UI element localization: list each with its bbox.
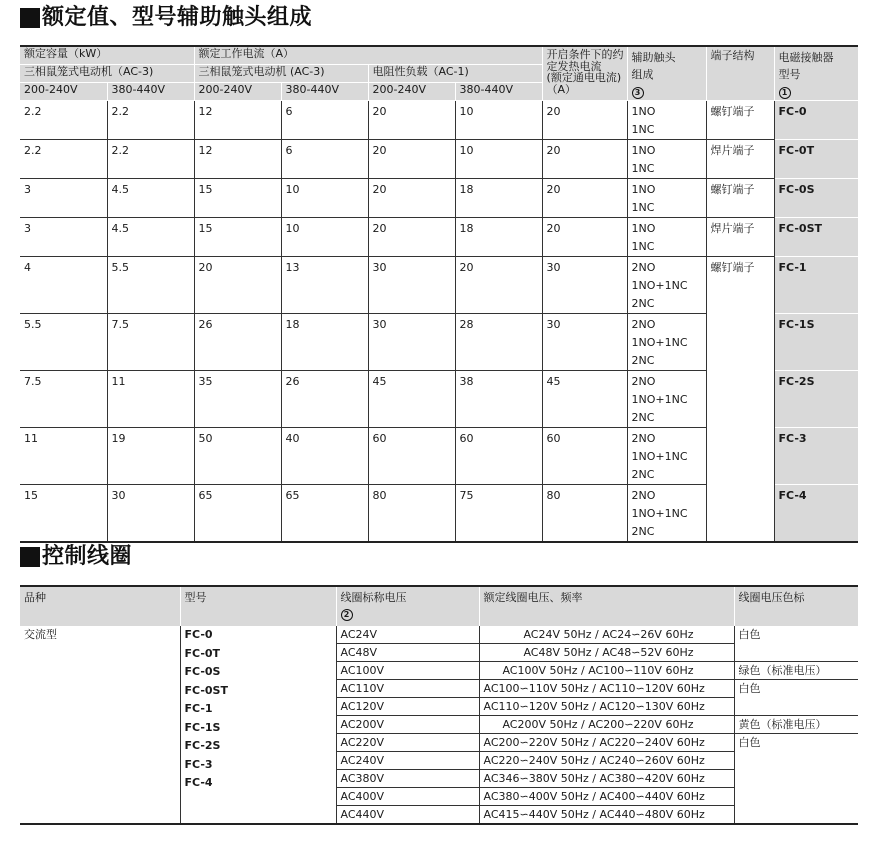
cell-thermal: 60 [542, 428, 627, 485]
model-item: FC-2S [184, 739, 221, 752]
cell-thermal: 20 [542, 179, 627, 218]
cell-a3-380: 13 [281, 257, 368, 314]
cell-terminal: 焊片端子 [706, 218, 774, 257]
aux-line: 2NC [631, 297, 655, 310]
cell-kw200: 2.2 [20, 101, 107, 140]
cell-a1-380: 60 [455, 428, 542, 485]
header-v380: 380-440V [455, 83, 542, 101]
header-v200: 200-240V [20, 83, 107, 101]
cell-a1-200: 20 [368, 140, 455, 179]
table-row [20, 179, 858, 218]
cell-thermal: 30 [542, 314, 627, 371]
cell-a3-200: 15 [194, 179, 281, 218]
cell-a3-200: 65 [194, 485, 281, 543]
cell-color-code: 黄色（标准电压） [734, 716, 858, 734]
cell-color-code: 白色 [734, 680, 858, 716]
aux-line: 2NC [631, 354, 655, 367]
header-aux-contact [627, 46, 706, 101]
header-resistive: 电阻性负载（AC-1) [368, 65, 542, 83]
table-row [20, 626, 858, 644]
cell-a1-380: 18 [455, 218, 542, 257]
model-item: FC-0ST [184, 683, 228, 697]
cell-kw200: 11 [20, 428, 107, 485]
cell-rated-voltage: AC200∽220V 50Hz / AC220∽240V 60Hz [479, 734, 734, 752]
cell-a1-380: 10 [455, 101, 542, 140]
cell-a3-200: 50 [194, 428, 281, 485]
note-3-icon: 3 [632, 87, 644, 99]
aux-line: 1NO+1NC [631, 279, 688, 292]
cell-thermal: 80 [542, 485, 627, 543]
header-model-label: 型号 [778, 68, 801, 81]
cell-kw380: 2.2 [107, 140, 194, 179]
cell-terminal: 螺钉端子 [706, 179, 774, 218]
header-color-code: 线圈电压色标 [734, 586, 858, 626]
aux-line: 2NO [631, 432, 656, 445]
aux-line: 1NC [631, 123, 655, 136]
note-1-icon: 1 [779, 87, 791, 99]
header-thermal-current [542, 46, 627, 101]
aux-line: 2NC [631, 468, 655, 481]
header-v380: 380-440V [107, 83, 194, 101]
header-aux-line: 组成 [631, 68, 654, 81]
cell-model: FC-3 [774, 428, 858, 485]
aux-line: 1NO+1NC [631, 507, 688, 520]
cell-color-code: 绿色（标准电压） [734, 662, 858, 680]
cell-category: 交流型 [20, 626, 180, 824]
header-thermal-line: 定发热电流 [546, 59, 602, 73]
section-title-coil [20, 543, 132, 571]
cell-models [180, 626, 336, 824]
header-v380: 380-440V [281, 83, 368, 101]
cell-terminal: 螺钉端子 [706, 101, 774, 140]
cell-nominal-voltage: AC380V [336, 770, 479, 788]
cell-nominal-voltage: AC200V [336, 716, 479, 734]
aux-line: 1NO+1NC [631, 450, 688, 463]
header-motor-ac3: 三相鼠笼式电动机（AC-3) [20, 65, 194, 83]
model-item: FC-1 [184, 702, 213, 715]
cell-kw200: 7.5 [20, 371, 107, 428]
cell-kw380: 7.5 [107, 314, 194, 371]
model-item: FC-0S [184, 665, 221, 678]
cell-nominal-voltage: AC220V [336, 734, 479, 752]
model-item: FC-4 [184, 776, 213, 789]
cell-a3-200: 15 [194, 218, 281, 257]
cell-a3-380: 40 [281, 428, 368, 485]
cell-a1-380: 38 [455, 371, 542, 428]
cell-rated-voltage: AC200V 50Hz / AC200∽220V 60Hz [479, 716, 734, 734]
cell-a1-200: 20 [368, 101, 455, 140]
cell-nominal-voltage: AC100V [336, 662, 479, 680]
cell-thermal: 20 [542, 101, 627, 140]
cell-a3-200: 35 [194, 371, 281, 428]
header-rated-current: 额定工作电流（A） [194, 46, 542, 65]
model-item: FC-0 [184, 628, 213, 641]
cell-terminal: 螺钉端子 [706, 257, 774, 543]
header-aux-line: 辅助触头 [631, 51, 676, 64]
cell-a3-200: 12 [194, 101, 281, 140]
cell-aux [627, 428, 706, 485]
cell-a3-380: 6 [281, 140, 368, 179]
aux-line: 2NO [631, 318, 656, 331]
aux-line: 2NO [631, 375, 656, 388]
cell-aux [627, 101, 706, 140]
cell-aux [627, 485, 706, 543]
cell-a1-200: 80 [368, 485, 455, 543]
cell-rated-voltage: AC380∽400V 50Hz / AC400∽440V 60Hz [479, 788, 734, 806]
cell-kw200: 3 [20, 179, 107, 218]
cell-rated-voltage: AC415∽440V 50Hz / AC440∽480V 60Hz [479, 806, 734, 825]
cell-kw200: 3 [20, 218, 107, 257]
cell-rated-voltage: AC110∽120V 50Hz / AC120∽130V 60Hz [479, 698, 734, 716]
cell-a1-380: 18 [455, 179, 542, 218]
table-row [20, 257, 858, 314]
model-item: FC-1S [184, 720, 221, 734]
cell-nominal-voltage: AC240V [336, 752, 479, 770]
cell-aux [627, 314, 706, 371]
title-square-icon [20, 547, 40, 567]
cell-model: FC-4 [774, 485, 858, 543]
cell-terminal: 焊片端子 [706, 140, 774, 179]
aux-line: 1NO [631, 183, 656, 196]
cell-kw200: 5.5 [20, 314, 107, 371]
cell-a1-200: 45 [368, 371, 455, 428]
cell-a3-380: 26 [281, 371, 368, 428]
aux-line: 2NC [631, 525, 655, 538]
cell-nominal-voltage: AC48V [336, 644, 479, 662]
aux-line: 1NO+1NC [631, 393, 688, 406]
aux-line: 1NC [631, 240, 655, 253]
cell-a3-200: 26 [194, 314, 281, 371]
cell-a1-380: 28 [455, 314, 542, 371]
cell-kw380: 30 [107, 485, 194, 543]
cell-a3-200: 12 [194, 140, 281, 179]
cell-kw200: 15 [20, 485, 107, 543]
cell-model: FC-2S [774, 371, 858, 428]
title-square-icon [20, 8, 40, 28]
cell-nominal-voltage: AC110V [336, 680, 479, 698]
cell-a3-200: 20 [194, 257, 281, 314]
note-2-icon: 2 [341, 609, 353, 621]
cell-a1-200: 20 [368, 218, 455, 257]
cell-a1-380: 10 [455, 140, 542, 179]
cell-thermal: 20 [542, 218, 627, 257]
cell-kw380: 4.5 [107, 218, 194, 257]
cell-a3-380: 10 [281, 179, 368, 218]
header-motor-ac3-current: 三相鼠笼式电动机 (AC-3) [194, 65, 368, 83]
cell-kw380: 2.2 [107, 101, 194, 140]
cell-kw380: 19 [107, 428, 194, 485]
cell-nominal-voltage: AC440V [336, 806, 479, 825]
cell-color-code: 白色 [738, 736, 761, 749]
cell-aux [627, 218, 706, 257]
header-thermal-line: （A） [546, 82, 577, 96]
cell-kw380: 4.5 [107, 179, 194, 218]
cell-model: FC-0 [774, 101, 858, 140]
cell-rated-voltage: AC48V 50Hz / AC48∽52V 60Hz [479, 644, 734, 662]
cell-model: FC-1 [774, 257, 858, 314]
header-nominal-voltage [336, 586, 479, 626]
cell-a1-200: 30 [368, 314, 455, 371]
cell-a1-200: 20 [368, 179, 455, 218]
cell-kw380: 5.5 [107, 257, 194, 314]
header-v200: 200-240V [194, 83, 281, 101]
section-title-ratings [20, 4, 312, 32]
cell-thermal: 20 [542, 140, 627, 179]
cell-a1-380: 75 [455, 485, 542, 543]
cell-a1-380: 20 [455, 257, 542, 314]
aux-line: 2NO [631, 489, 656, 502]
cell-kw200: 4 [20, 257, 107, 314]
header-thermal-line: 开启条件下的约 [546, 48, 624, 61]
cell-a1-200: 60 [368, 428, 455, 485]
cell-a1-200: 30 [368, 257, 455, 314]
cell-kw380: 11 [107, 371, 194, 428]
cell-model: FC-1S [774, 314, 858, 371]
cell-thermal: 30 [542, 257, 627, 314]
cell-aux [627, 179, 706, 218]
coil-table [20, 585, 858, 825]
header-contactor-line: 电磁接触器 [778, 51, 834, 64]
aux-line: 1NO [631, 144, 656, 157]
aux-line: 2NO [631, 261, 656, 274]
cell-color-code: 白色 [734, 626, 858, 662]
aux-line: 1NO+1NC [631, 336, 688, 349]
cell-model: FC-0S [774, 179, 858, 218]
cell-rated-voltage: AC24V 50Hz / AC24∽26V 60Hz [479, 626, 734, 644]
cell-nominal-voltage: AC400V [336, 788, 479, 806]
header-nominal-text: 线圈标称电压 [340, 591, 407, 604]
cell-a3-380: 10 [281, 218, 368, 257]
header-model: 型号 [180, 586, 336, 626]
model-item: FC-3 [184, 757, 213, 771]
header-thermal-line: (额定通电电流) [546, 71, 622, 84]
model-item: FC-0T [184, 646, 221, 660]
table-row [20, 101, 858, 140]
cell-rated-voltage: AC220∽240V 50Hz / AC240∽260V 60Hz [479, 752, 734, 770]
cell-aux [627, 140, 706, 179]
aux-line: 1NC [631, 201, 655, 214]
table-row [20, 140, 858, 179]
cell-aux [627, 257, 706, 314]
aux-line: 1NO [631, 222, 656, 235]
cell-rated-voltage: AC100∽110V 50Hz / AC110∽120V 60Hz [479, 680, 734, 698]
header-rated-capacity: 额定容量（kW） [20, 46, 194, 65]
cell-thermal: 45 [542, 371, 627, 428]
cell-model: FC-0T [774, 140, 858, 179]
table-row [20, 218, 858, 257]
cell-nominal-voltage: AC120V [336, 698, 479, 716]
cell-rated-voltage: AC346∽380V 50Hz / AC380∽420V 60Hz [479, 770, 734, 788]
aux-line: 1NO [631, 105, 656, 118]
cell-a3-380: 6 [281, 101, 368, 140]
cell-model: FC-0ST [774, 218, 858, 257]
header-terminal: 端子结构 [706, 46, 774, 101]
cell-kw200: 2.2 [20, 140, 107, 179]
cell-nominal-voltage: AC24V [336, 626, 479, 644]
section-title-text: 额定值、型号辅助触头组成 [42, 5, 313, 30]
section-title-text: 控制线圈 [42, 544, 133, 569]
header-v200: 200-240V [368, 83, 455, 101]
aux-line: 2NC [631, 411, 655, 424]
cell-aux [627, 371, 706, 428]
ratings-table [20, 45, 858, 543]
cell-a3-380: 65 [281, 485, 368, 543]
header-category: 品种 [20, 586, 180, 626]
header-rated-voltage: 额定线圈电压、频率 [479, 586, 734, 626]
cell-a3-380: 18 [281, 314, 368, 371]
aux-line: 1NC [631, 162, 655, 175]
cell-rated-voltage: AC100V 50Hz / AC100∽110V 60Hz [479, 662, 734, 680]
header-contactor [774, 46, 858, 101]
